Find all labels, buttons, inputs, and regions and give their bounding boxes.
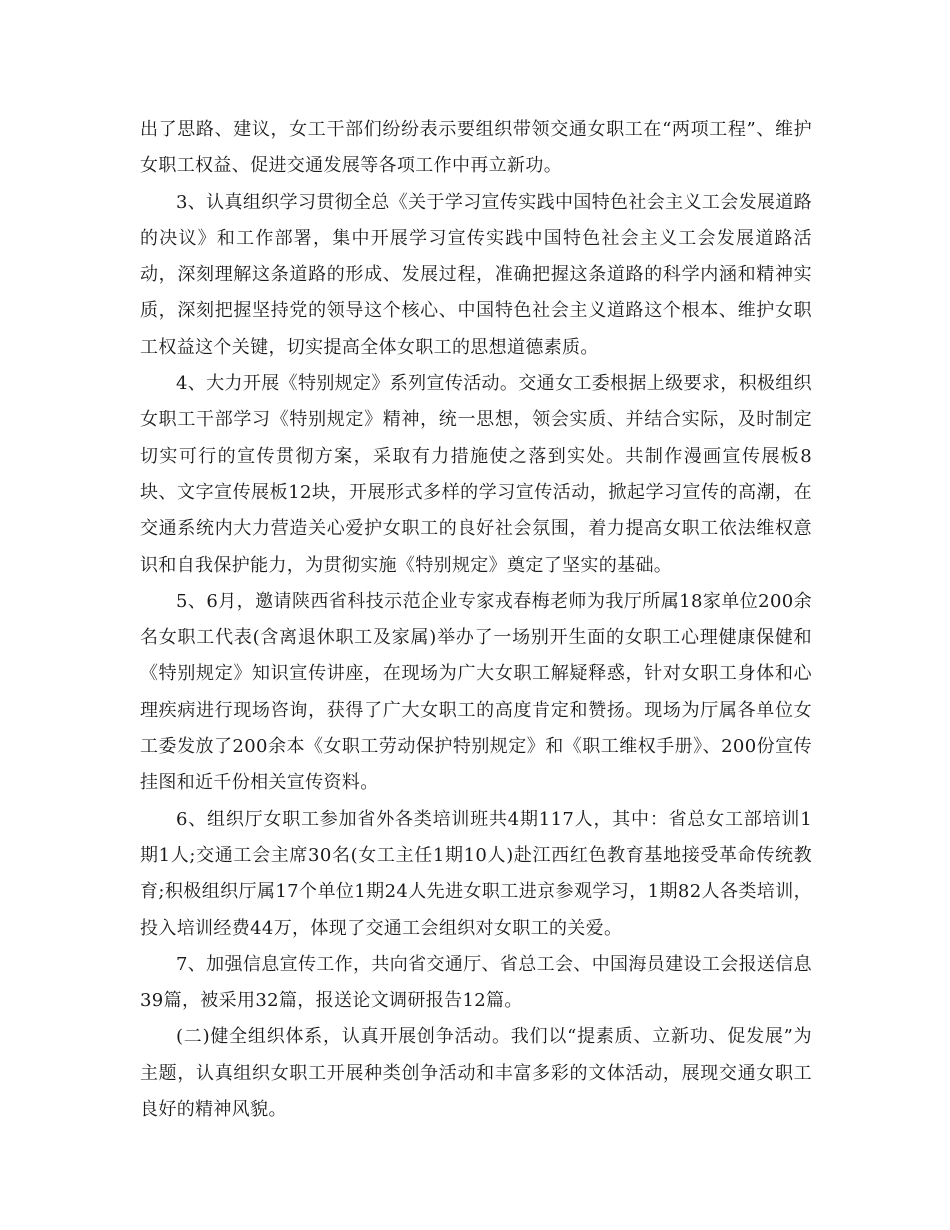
paragraph-section-2: (二)健全组织体系，认真开展创争活动。我们以“提素质、立新功、促发展”为主题，认真组织女职工开展种类创争活动和丰富多彩的文体活动，展现交通女职工良好的精神风貌。 — [140, 1026, 812, 1121]
paragraph-item-4: 4、大力开展《特别规定》系列宣传活动。交通女工委根据上级要求，积极组织女职工干部学习《特别规定》精神，统一思想，领会实质、并结合实际，及时制定切实可行的宣传贯彻方案，采取有力措施使之落到实处。共制作漫画宣传展板8块、文字宣传展板12块，开展形式多样的学习宣传活动，掀起学习宣传的高潮，在交通系统内大力营造关心爱护女职工的良好社会氛围，着力提高女职工依法维权意识和自我保护能力，为贯彻实施《特别规定》奠定了坚实的基础。 — [140, 373, 812, 576]
paragraph-item-6: 6、组织厅女职工参加省外各类培训班共4期117人，其中：省总女工部培训1期1人;交通工会主席30名(女工主任1期10人)赴江西红色教育基地接受革命传统教育;积极组织厅属17个单位1期24人先进女职工进京参观学习，1期82人各类培训，投入培训经费44万，体现了交通工会组织对女职工的关爱。 — [140, 808, 812, 939]
document-body — [140, 112, 812, 1128]
paragraph-continuation: 出了思路、建议，女工干部们纷纷表示要组织带领交通女职工在“两项工程”、维护女职工权益、促进交通发展等各项工作中再立新功。 — [140, 119, 812, 177]
paragraph-item-7: 7、加强信息宣传工作，共向省交通厅、省总工会、中国海员建设工会报送信息39篇，被采用32篇，报送论文调研报告12篇。 — [140, 953, 812, 1012]
paragraph-item-3: 3、认真组织学习贯彻全总《关于学习宣传实践中国特色社会主义工会发展道路的决议》和工作部署，集中开展学习宣传实践中国特色社会主义工会发展道路活动，深刻理解这条道路的形成、发展过程，准确把握这条道路的科学内涵和精神实质，深刻把握坚持党的领导这个核心、中国特色社会主义道路这个根本、维护女职工权益这个关键，切实提高全体女职工的思想道德素质。 — [140, 191, 812, 358]
paragraph-item-5: 5、6月，邀请陕西省科技示范企业专家戎春梅老师为我厅所属18家单位200余名女职工代表(含离退休职工及家属)举办了一场别开生面的女职工心理健康保健和《特别规定》知识宣传讲座，在现场为广大女职工解疑释惑，针对女职工身体和心理疾病进行现场咨询，获得了广大女职工的高度肯定和赞扬。现场为厅属各单位女工委发放了200余本《女职工劳动保护特别规定》和《职工维权手册》、200份宣传挂图和近千份相关宣传资料。 — [140, 590, 812, 794]
